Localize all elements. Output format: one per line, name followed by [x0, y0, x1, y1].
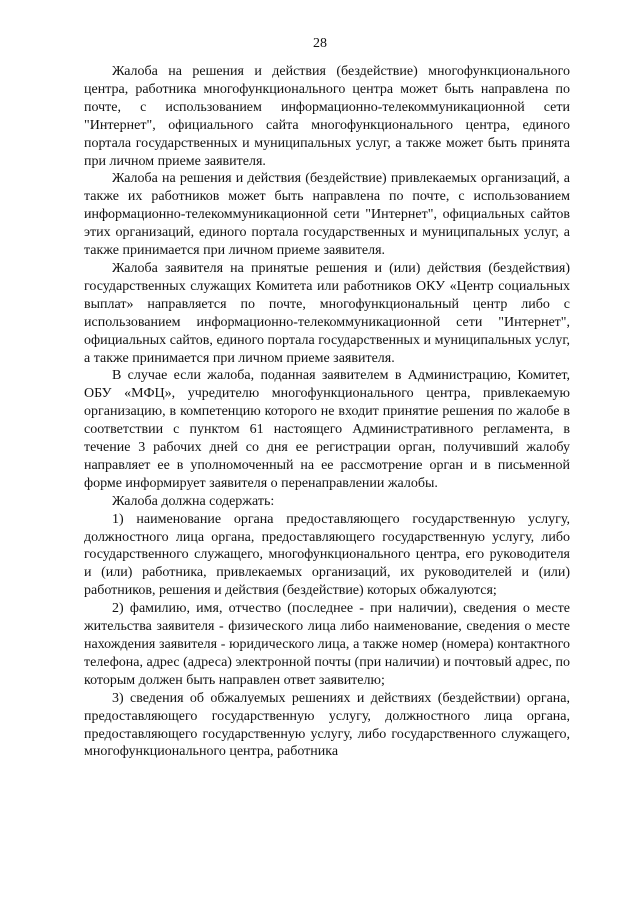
- page-number: 28: [313, 36, 327, 51]
- paragraph-complaint-mfc: Жалоба на решения и действия (бездействие) многофункционального центра, работника многофункционального центра может быть направлена по почте, с использованием информационно-телекоммуникационной сети "Интернет", официального сайта многофункционального центра, единого портала государственных и муниципальных услуг, а также может быть принята при личном приеме заявителя.: [84, 64, 570, 169]
- list-item-3: 3) сведения об обжалуемых решениях и действиях (бездействии) органа, предоставляющего государственную услугу, должностного лица органа, предоставляющего государственную услугу, либо государственного служащего, многофункционального центра, работника: [84, 690, 570, 760]
- paragraph-complaint-committee: Жалоба заявителя на принятые решения и (или) действия (бездействия) государственных служащих Комитета или работников ОКУ «Центр социальных выплат» направляется по почте, многофункциональный центр либо с использованием информационно-телекоммуникационной сети "Интернет", официальных сайтов, единого портала государственных и муниципальных услуг, а также принимается при личном приеме заявителя.: [84, 260, 570, 366]
- list-item-1: 1) наименование органа предоставляющего государственную услугу, должностного лица органа, предоставляющего государственную услугу, либо государственного служащего, многофункционального центра, его руководителя и (или) работника, привлекаемых организаций, их руководителей и (или) работников, решения и действия (бездействие) которых обжалуются;: [84, 511, 570, 599]
- document-body: [84, 63, 570, 761]
- paragraph-complaint-redirect: В случае если жалоба, поданная заявителем в Администрацию, Комитет, ОБУ «МФЦ», учредителю многофункционального центра, привлекаемую организацию, в компетенцию которого не входит принятие решения по жалобе в соответствии с пунктом 61 настоящего Административного регламента, в течение 3 рабочих дней со дня ее регистрации орган, получивший жалобу направляет ее в уполномоченный на ее рассмотрение орган и в письменной форме информирует заявителя о перенаправлении жалобы.: [84, 368, 570, 491]
- paragraph-complaint-organizations: Жалоба на решения и действия (бездействие) привлекаемых организаций, а также их работников может быть направлена по почте, с использованием информационно-телекоммуникационной сети "Интернет", официальных сайтов этих организаций, единого портала государственных и муниципальных услуг, а также принимается при личном приеме заявителя.: [84, 171, 570, 259]
- list-item-2: 2) фамилию, имя, отчество (последнее - при наличии), сведения о месте жительства заявителя - физического лица либо наименование, сведения о месте нахождения заявителя - юридического лица, а также номер (номера) контактного телефона, адрес (адреса) электронной почты (при наличии) и почтовый адрес, по которым должен быть направлен ответ заявителю;: [84, 601, 570, 688]
- paragraph-complaint-contents-intro: Жалоба должна содержать:: [112, 493, 275, 509]
